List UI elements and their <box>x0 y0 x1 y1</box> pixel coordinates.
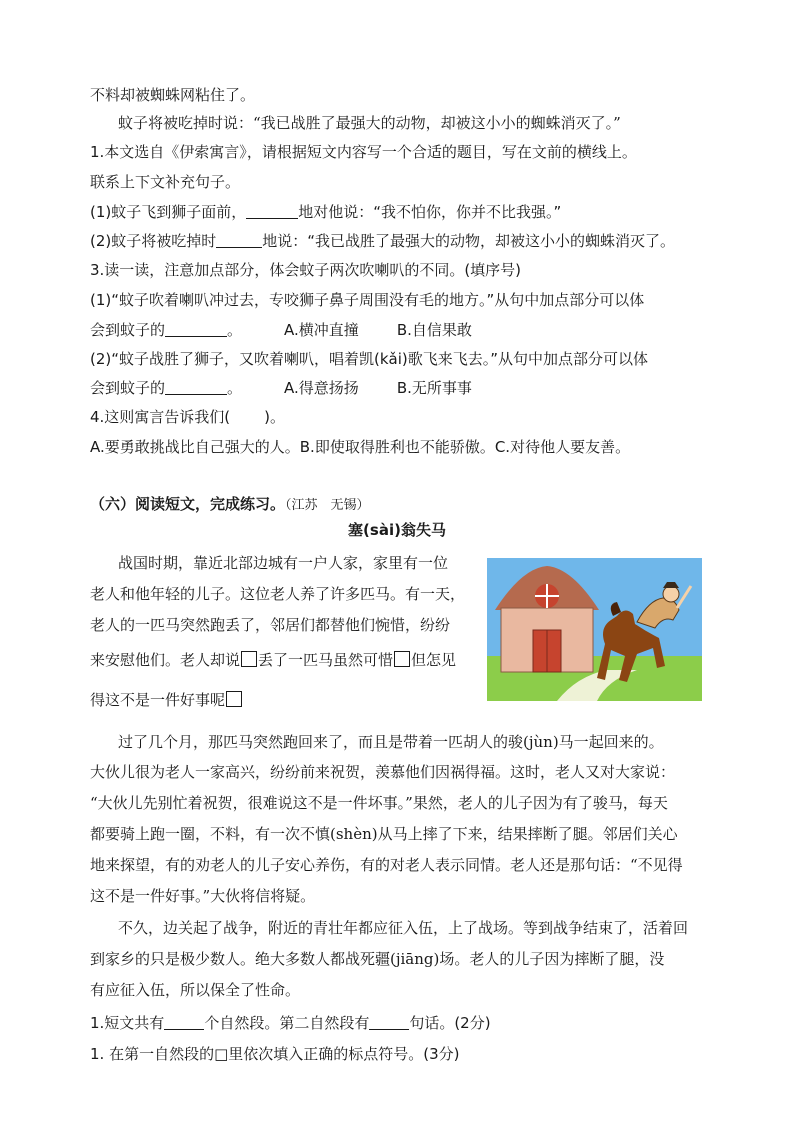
story-text: 丢了一匹马虽然可惜 <box>258 651 394 669</box>
story-title-text: 塞(sài)翁失马 <box>348 521 446 539</box>
q3b-suffix: 。 <box>227 379 243 397</box>
story-line: 大伙儿很为老人一家高兴，纷纷前来祝贺，羡慕他们因祸得福。这时，老人又对大家说： <box>90 763 676 781</box>
question-4-options: A.要勇敢挑战比自己强大的人。B.即使取得胜利也不能骄傲。C.对待他人要友善。 <box>90 438 631 456</box>
punctuation-box[interactable] <box>226 691 242 707</box>
q4-suffix: )。 <box>264 408 286 426</box>
punctuation-box[interactable] <box>241 651 257 667</box>
answer-blank[interactable] <box>165 379 227 395</box>
question-4 <box>90 407 285 427</box>
q2a-prefix: (1)蚊子飞到狮子面前， <box>90 203 247 221</box>
q6-1-text: 个自然段。第二自然段有 <box>204 1014 370 1032</box>
q3a-prefix: 会到蚊子的 <box>90 321 166 339</box>
story-line: 老人的一匹马突然跑丢了，邻居们都替他们惋惜，纷纷 <box>90 616 451 634</box>
question-2-title: 联系上下文补充句子。 <box>90 173 241 191</box>
option-b: B.自信果敢 <box>396 321 472 339</box>
question-3a-line1: (1)“蚊子吹着喇叭冲过去，专咬狮子鼻子周围没有毛的地方。”从句中加点部分可以体 <box>90 291 645 309</box>
answer-blank[interactable] <box>165 321 227 337</box>
story-line: 战国时期，靠近北部边城有一户人家，家里有一位 <box>118 554 449 572</box>
story-text: 来安慰他们。老人却说 <box>90 651 241 669</box>
q6-1-text: 1.短文共有 <box>90 1014 165 1032</box>
story-title <box>0 520 794 540</box>
story-line <box>90 650 456 670</box>
section-title: （六）阅读短文，完成练习。 <box>90 495 286 513</box>
section-heading <box>90 494 370 516</box>
story-line: 过了几个月，那匹马突然跑回来了，而且是带着一匹胡人的骏(jùn)马一起回来的。 <box>118 733 664 751</box>
q2b-suffix: 地说：“我已战胜了最强大的动物，却被这小小的蜘蛛消灭了。 <box>262 232 676 250</box>
option-a: A.得意扬扬 <box>284 379 359 397</box>
q2b-prefix: (2)蚊子将被吃掉时 <box>90 232 217 250</box>
q3b-prefix: 会到蚊子的 <box>90 379 166 397</box>
story-line: “大伙儿先别忙着祝贺，很难说这不是一件坏事。”果然，老人的儿子因为有了骏马，每天 <box>90 794 668 812</box>
option-b: B.无所事事 <box>396 379 472 397</box>
question-3-title: 3.读一读，注意加点部分，体会蚊子两次吹喇叭的不同。(填序号) <box>90 261 522 279</box>
question-2b <box>90 231 675 251</box>
q2a-suffix: 地对他说：“我不怕你，你并不比我强。” <box>298 203 562 221</box>
q6-1-text: 句话。(2分) <box>409 1014 491 1032</box>
passage-line: 蚊子将被吃掉时说：“我已战胜了最强大的动物，却被这小小的蜘蛛消灭了。” <box>118 114 621 132</box>
story-line: 有应征入伍，所以保全了性命。 <box>90 981 301 999</box>
story-line: 这不是一件好事。”大伙将信将疑。 <box>90 887 316 905</box>
story-line: 到家乡的只是极少数人。绝大多数人都战死疆(jiāng)场。老人的儿子因为摔断了腿，没 <box>90 950 665 968</box>
punctuation-box[interactable] <box>394 651 410 667</box>
question-2a <box>90 202 561 222</box>
passage-line: 不料却被蜘蛛网粘住了。 <box>90 86 256 104</box>
story-line: 地来探望，有的劝老人的儿子安心养伤，有的对老人表示同情。老人还是那句话：“不见得 <box>90 856 683 874</box>
q4-prefix: 4.这则寓言告诉我们( <box>90 408 231 426</box>
question-1: 1.本文选自《伊索寓言》，请根据短文内容写一个合适的题目，写在文前的横线上。 <box>90 143 637 161</box>
question-3b-line1: (2)“蚊子战胜了狮子，又吹着喇叭，唱着凯(kǎi)歌飞来飞去。”从句中加点部分可以体 <box>90 350 649 368</box>
story-text: 但怎见 <box>411 651 457 669</box>
section-source: （江苏 无锡） <box>285 498 370 513</box>
q3a-suffix: 。 <box>227 321 243 339</box>
answer-blank[interactable] <box>164 1014 204 1030</box>
question-6-2: 1. 在第一自然段的□里依次填入正确的标点符号。(3分) <box>90 1045 460 1063</box>
option-a: A.横冲直撞 <box>284 321 359 339</box>
question-3a-line2 <box>90 320 472 340</box>
answer-blank[interactable] <box>369 1014 409 1030</box>
answer-blank[interactable] <box>216 232 262 248</box>
rider-head <box>663 586 679 602</box>
story-line: 不久，边关起了战争，附近的青壮年都应征入伍，上了战场。等到战争结束了，活着回 <box>118 919 689 937</box>
story-line: 都要骑上跑一圈，不料，有一次不慎(shèn)从马上摔了下来，结果摔断了腿。邻居们关心 <box>90 825 678 843</box>
question-3b-line2 <box>90 378 472 398</box>
story-illustration <box>487 558 702 701</box>
story-line <box>90 690 243 710</box>
answer-blank[interactable] <box>246 203 298 219</box>
question-6-1 <box>90 1013 491 1033</box>
story-text: 得这不是一件好事呢 <box>90 691 226 709</box>
story-line: 老人和他年轻的儿子。这位老人养了许多匹马。有一天， <box>90 585 466 603</box>
